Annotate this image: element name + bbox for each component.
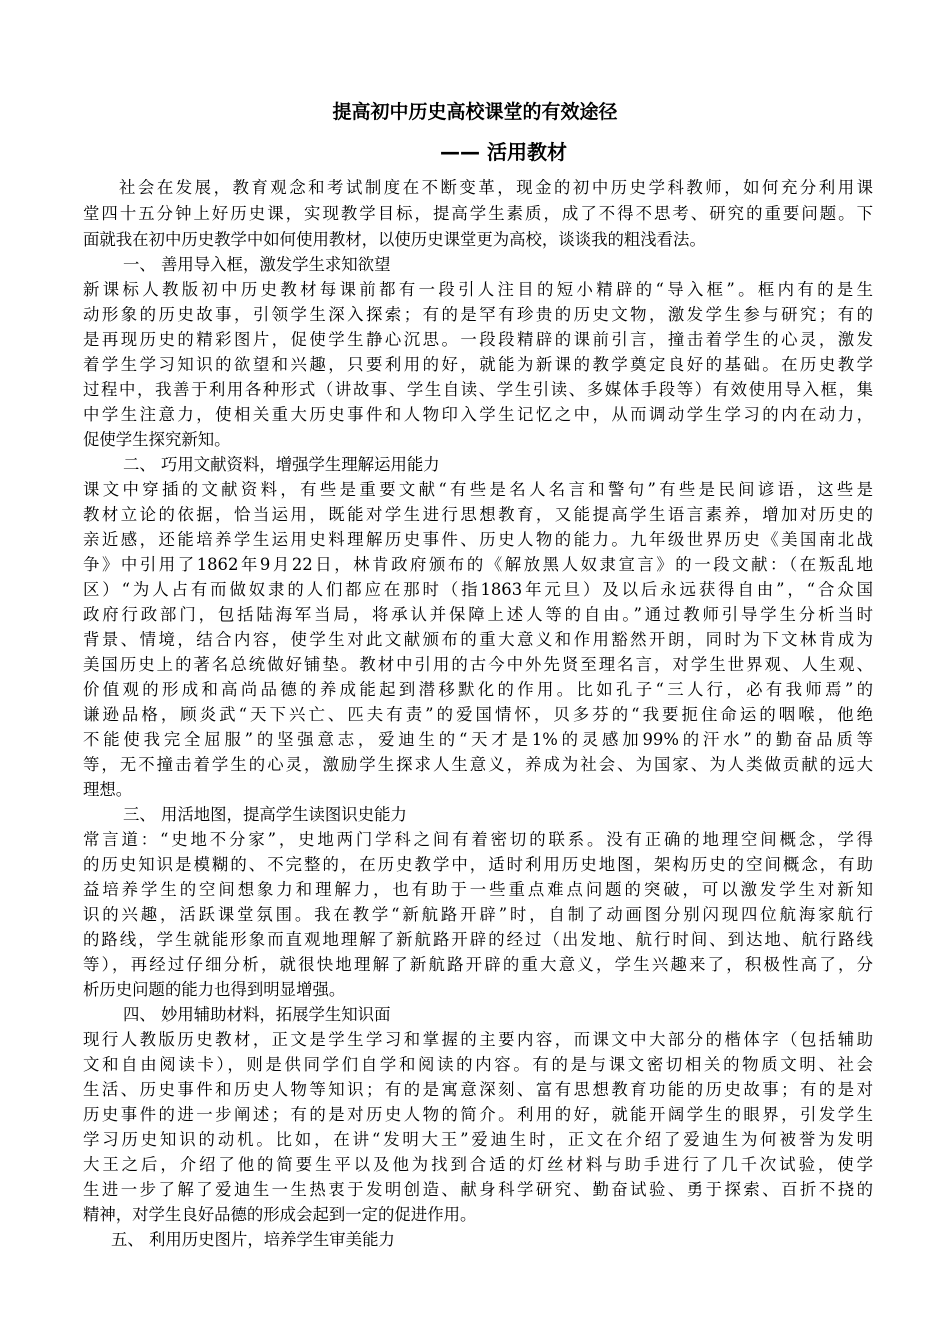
paragraph-line: 堂四十五分钟上好历史课，实现教学目标，提高学生素质，成了不得不思考、研究的重要问题。下 (83, 204, 873, 223)
paragraph-line: 文和自由阅读卡），则是供同学们自学和阅读的内容。有的是与课文密切相关的物质文明、社会 (83, 1055, 873, 1074)
paragraph-line: 的路线，学生就能形象而直观地理解了新航路开辟的经过（出发地、航行时间、到达地、航行路线 (83, 930, 873, 949)
paragraph-line: 社会在发展，教育观念和考试制度在不断变革，现金的初中历史学科教师，如何充分利用课 (119, 178, 873, 197)
section-heading: 一、 善用导入框，激发学生求知欲望 (123, 255, 391, 274)
paragraph-line: 不能使我完全屈服”的坚强意志，爱迪生的“天才是1%的灵感加99%的汗水”的勤奋品质等 (83, 730, 873, 749)
paragraph-line: 精神，对学生良好品德的形成会起到一定的促进作用。 (83, 1205, 477, 1224)
paragraph-line: 中学生注意力，使相关重大历史事件和人物印入学生记忆之中，从而调动学生学习的内在动力， (83, 405, 873, 424)
section-heading: 二、 巧用文献资料，增强学生理解运用能力 (123, 455, 440, 474)
paragraph-line: 等），再经过仔细分析，就很快地理解了新航路开辟的重大意义，学生兴趣来了，积极性高了，分 (83, 955, 873, 974)
paragraph-line: 动形象的历史故事，引领学生深入探索；有的是罕有珍贵的历史文物，激发学生参与研究；有的 (83, 305, 873, 324)
paragraph-line: 生活、历史事件和历史人物等知识；有的是寓意深刻、富有思想教育功能的历史故事；有的是对 (83, 1080, 873, 1099)
paragraph-line: 价值观的形成和高尚品德的养成能起到潜移默化的作用。比如孔子“三人行，必有我师焉”的 (83, 680, 873, 699)
paragraph-line: 教材立论的依据，恰当运用，既能对学生进行思想教育，又能提高学生语言素养，增加对历史的 (83, 505, 873, 524)
paragraph-line: 新课标人教版初中历史教材每课前都有一段引人注目的短小精辟的“导入框”。框内有的是生 (83, 280, 873, 299)
paragraph-line: 学习历史知识的动机。比如，在讲“发明大王”爱迪生时，正文在介绍了爱迪生为何被誉为发明 (83, 1130, 873, 1149)
paragraph-line: 等，无不撞击着学生的心灵，激励学生探求人生意义，养成为社会、为国家、为人类做贡献的远大 (83, 755, 873, 774)
paragraph-line: 大王之后，介绍了他的简要生平以及他为找到合适的灯丝材料与助手进行了几千次试验，使学 (83, 1155, 873, 1174)
paragraph-line: 理想。 (83, 780, 133, 799)
paragraph-line: 区）“为人占有而做奴隶的人们都应在那时（指1863年元旦）及以后永远获得自由”，“合众国 (83, 580, 873, 599)
paragraph-line: 亲近感，还能培养学生运用史料理解历史事件、历史人物的能力。九年级世界历史《美国南北战 (83, 530, 873, 549)
paragraph-line: 过程中，我善于利用各种形式（讲故事、学生自读、学生引读、多媒体手段等）有效使用导入框，集 (83, 380, 873, 399)
paragraph-line: 的历史知识是模糊的、不完整的，在历史教学中，适时利用历史地图，架构历史的空间概念，有助 (83, 855, 873, 874)
paragraph-line: 识的兴趣，活跃课堂氛围。我在教学“新航路开辟”时，自制了动画图分别闪现四位航海家航行 (83, 905, 873, 924)
section-heading: 三、 用活地图，提高学生读图识史能力 (123, 805, 407, 824)
paragraph-line: 历史事件的进一步阐述；有的是对历史人物的简介。利用的好，就能开阔学生的眼界，引发学生 (83, 1105, 873, 1124)
paragraph-line: 常言道：“史地不分家”，史地两门学科之间有着密切的联系。没有正确的地理空间概念，学得 (83, 830, 873, 849)
section-heading: 五、 利用历史图片，培养学生审美能力 (111, 1230, 395, 1249)
paragraph-line: 争》中引用了1862年9月22日，林肯政府颁布的《解放黑人奴隶宣言》的一段文献：（在叛乱地 (83, 555, 873, 574)
document-subtitle: —— 活用教材 (440, 140, 567, 164)
paragraph-line: 面就我在初中历史教学中如何使用教材，以使历史课堂更为高校，谈谈我的粗浅看法。 (83, 230, 706, 249)
paragraph-line: 谦逊品格，顾炎武“天下兴亡、匹夫有责”的爱国情怀，贝多芬的“我要扼住命运的咽喉，他绝 (83, 705, 873, 724)
paragraph-line: 益培养学生的空间想象力和理解力，也有助于一些重点难点问题的突破，可以激发学生对新知 (83, 880, 873, 899)
paragraph-line: 着学生学习知识的欲望和兴趣，只要利用的好，就能为新课的教学奠定良好的基础。在历史教学 (83, 355, 873, 374)
paragraph-line: 现行人教版历史教材，正文是学生学习和掌握的主要内容，而课文中大部分的楷体字（包括辅助 (83, 1030, 873, 1049)
paragraph-line: 生进一步了解了爱迪生一生热衷于发明创造、献身科学研究、勤奋试验、勇于探索、百折不挠的 (83, 1180, 873, 1199)
paragraph-line: 析历史问题的能力也得到明显增强。 (83, 980, 346, 999)
paragraph-line: 背景、情境，结合内容，使学生对此文献颁布的重大意义和作用豁然开朗，同时为下文林肯成为 (83, 630, 873, 649)
paragraph-line: 课文中穿插的文献资料，有些是重要文献“有些是名人名言和警句”有些是民间谚语，这些是 (83, 480, 873, 499)
document-title: 提高初中历史高校课堂的有效途径 (332, 101, 618, 123)
paragraph-line: 是再现历史的精彩图片，促使学生静心沉思。一段段精辟的课前引言，撞击着学生的心灵，激发 (83, 330, 873, 349)
paragraph-line: 美国历史上的著名总统做好铺垫。教材中引用的古今中外先贤至理名言，对学生世界观、人生观、 (83, 655, 873, 674)
paragraph-line: 促使学生探究新知。 (83, 430, 231, 449)
paragraph-line: 政府行政部门，包括陆海军当局，将承认并保障上述人等的自由。”通过教师引导学生分析当时 (83, 605, 873, 624)
section-heading: 四、 妙用辅助材料，拓展学生知识面 (123, 1005, 391, 1024)
